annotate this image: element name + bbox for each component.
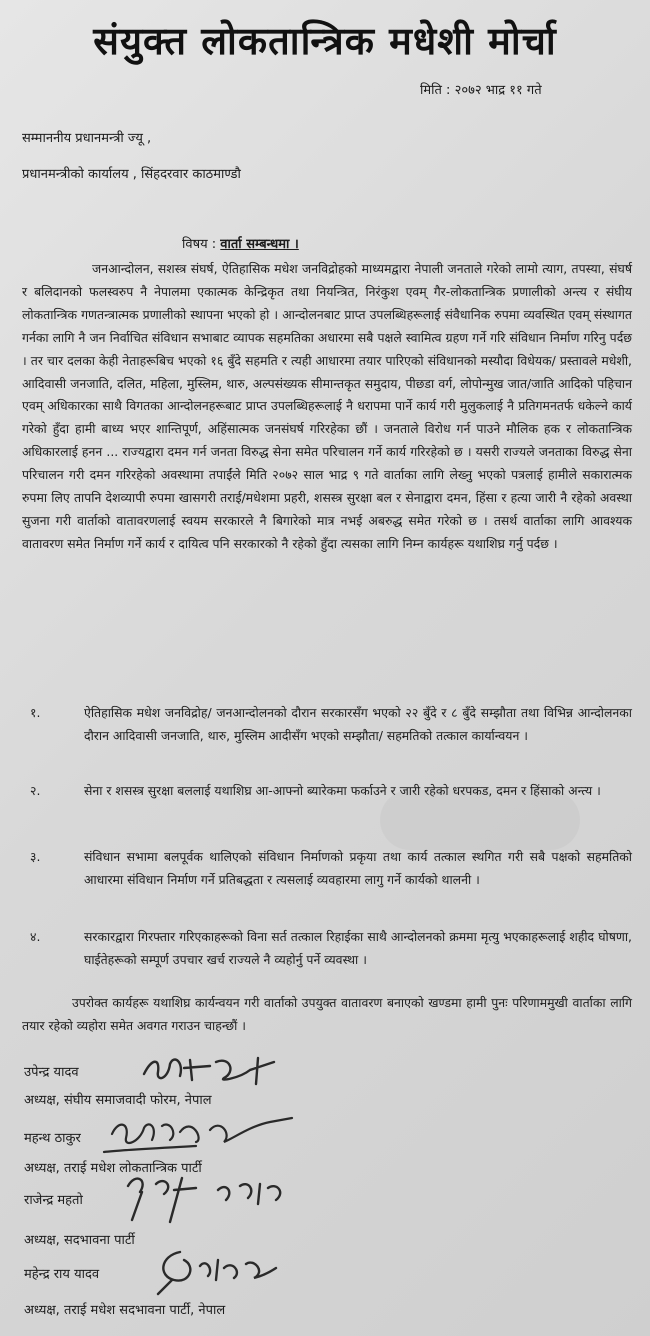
signatory-name: उपेन्द्र यादव	[24, 1065, 79, 1080]
subject-line	[182, 234, 299, 252]
demand-text: सेना र शसस्त्र सुरक्षा बललाई यथाशिघ्र आ-आफ्नो ब्यारेकमा फर्काउने र जारी रहेको धरपकड, दमन र हिंसाको अन्त्य ।	[84, 783, 601, 798]
subject-label: विषय :	[182, 237, 221, 252]
demand-item	[22, 780, 632, 803]
signature-mark	[150, 1246, 280, 1298]
salutation: सम्माननीय प्रधानमन्त्री ज्यू ,	[22, 131, 152, 146]
subject-text: वार्ता सम्बन्धमा ।	[220, 237, 299, 252]
demand-number: १.	[30, 705, 41, 720]
demand-text: ऐतिहासिक मधेश जनविद्रोह/ जनआन्दोलनको दौरान सरकारसँग भएको २२ बुँदे र ८ बुँदे सम्झौता तथा विभिन्न आन्दोलनका दौरान आदिवासी जनजाति, थारु, मुस्लिम आदीसँग भएको सम्झौता/ सहमतिको तत्काल कार्यान्वयन ।	[84, 705, 632, 743]
demand-number: २.	[30, 783, 41, 798]
signatory-name: राजेन्द्र महतो	[24, 1193, 83, 1208]
recipient-office: प्रधानमन्त्रीको कार्यालय , सिंहदरवार काठमाण्डौ	[22, 167, 241, 182]
closing-paragraph: उपरोक्त कार्यहरू यथाशिघ्र कार्यन्वयन गरी वार्ताको उपयुक्त वातावरण बनाएको खण्डमा हामी पुनः परिणाममुखी वार्ताका लागि तयार रहेको व्यहोरा समेत अवगत गराउन चाहन्छौं ।	[22, 995, 632, 1033]
demand-item	[22, 846, 632, 891]
signature-mark	[140, 1052, 280, 1086]
body-paragraph: जनआन्दोलन, सशस्त्र संघर्ष, ऐतिहासिक मधेश जनविद्रोहको माध्यमद्वारा नेपाली जनताले गरेको लामो त्याग, तपस्या, संघर्ष र बलिदानको फलस्वरुप नै नेपालमा एकात्मक केन्द्रिकृत तथा नियन्त्रित, निरंकुश एवम् गैर-लोकतान्त्रिक प्रणालीको अन्त्य र संघीय लोकतान्त्रिक गणतन्त्रात्मक प्रणालीको स्थापना भएको हो । आन्दोलनबाट प्राप्त उपलब्धिहरूलाई संवैधानिक रुपमा व्यवस्थित एवम् संस्थागत गर्नका लागि नै जन निर्वाचित संविधान सभाबाट व्यापक सहमतिका अधारमा सबै पक्षले स्वामित्व ग्रहण गर्ने गरि संविधान निर्माण गरिनु पर्दछ । तर चार दलका केही नेताहरूबिच भएको १६ बुँदे सहमति र त्यही आधारमा तयार पारिएको संविधानको मस्यौदा विधेयक/ प्रस्तावले मधेशी, आदिवासी जनजाति, दलित, महिला, मुस्लिम, थारु, अल्पसंख्यक सीमान्तकृत समुदाय, पीछडा वर्ग, लोपोन्मुख जात/जाति आदिको पहिचान एवम् अधिकारका साथै विगतका आन्दोलनहरूबाट प्राप्त उपलब्धिहरूलाई नै धरापमा पार्ने कार्य गरी मुलुकलाई नै प्रतिगमनतर्फ धकेल्ने कार्य गरेको हुँदा हामी बाध्य भएर शान्तिपूर्ण, अहिंसात्मक जनसंघर्ष गरिरहेका छौं । जनताले विरोध गर्न पाउने मौलिक हक र लोकतान्त्रिक अधिकारलाई हनन ... राज्यद्वारा दमन गर्न जनता विरुद्ध सेना समेत परिचालन गर्ने कार्य गरिरहेको छ । यसरी राज्यले जनताका विरुद्ध सेना परिचालन गरी दमन गरिरहेको अवस्थामा तपाईंले मिति २०७२ साल भाद्र ९ गते वार्ताका लागि लेख्नु भएको पत्रलाई हामीले सकारात्मक रुपमा लिए तापनि देशव्यापी रुपमा खासगरी तराई/मधेशमा प्रहरी, शसस्त्र सुरक्षा बल र सेनाद्वारा दमन, हिंसा र हत्या जारी नै रहेको अवस्था सुजना गरी वार्ताको वातावरणलाई स्वयम सरकारले नै बिगारेको मात्र नभई अबरुद्ध समेत गरेको छ । तसर्थ वार्ताका लागि आवश्यक वातावरण समेत निर्माण गर्ने कार्य र दायित्व पनि सरकारको नै रहेको हुँदा त्यसका लागि निम्न कार्यहरू यथाशिघ्र गर्नु पर्दछ ।	[22, 261, 632, 551]
demand-item	[22, 926, 632, 971]
demand-item	[22, 702, 632, 747]
signatory-title: अध्यक्ष, संघीय समाजवादी फोरम, नेपाल	[24, 1093, 212, 1108]
signature-mark	[100, 1112, 300, 1160]
demand-text: सरकारद्वारा गिरफ्तार गरिएकाहरूको विना सर्त तत्काल रिहाईका साथै आन्दोलनको क्रममा मृत्यु भएकाहरूलाई शहीद घोषणा, घाईतेहरूको सम्पूर्ण उपचार खर्च राज्यले नै व्यहोर्नु पर्ने व्यवस्था ।	[84, 929, 632, 967]
signatory-title: अध्यक्ष, सदभावना पार्टी	[24, 1233, 135, 1248]
demand-text: संविधान सभामा बलपूर्वक थालिएको संविधान निर्माणको प्रकृया तथा कार्य तत्काल स्थगित गरी सबै पक्षको सहमतिको आधारमा संविधान निर्माण गर्ने प्रतिबद्धता र त्यसलाई व्यवहारमा लागु गर्ने कार्यको थालनी ।	[84, 849, 632, 887]
letter-date: मिति : २०७२ भाद्र ११ गते	[420, 83, 542, 98]
signatory-name: महन्थ ठाकुर	[24, 1131, 81, 1146]
demand-number: ३.	[30, 849, 41, 864]
signatory-name: महेन्द्र राय यादव	[24, 1267, 100, 1282]
demand-number: ४.	[30, 929, 41, 944]
signature-mark	[122, 1168, 292, 1224]
letterhead-title: संयुक्त लोकतान्त्रिक मधेशी मोर्चा	[93, 18, 557, 63]
signatory-title: अध्यक्ष, तराई मधेश लोकतान्त्रिक पार्टी	[24, 1161, 202, 1176]
signatory-title: अध्यक्ष, तराई मधेश सदभावना पार्टी, नेपाल	[24, 1303, 226, 1318]
